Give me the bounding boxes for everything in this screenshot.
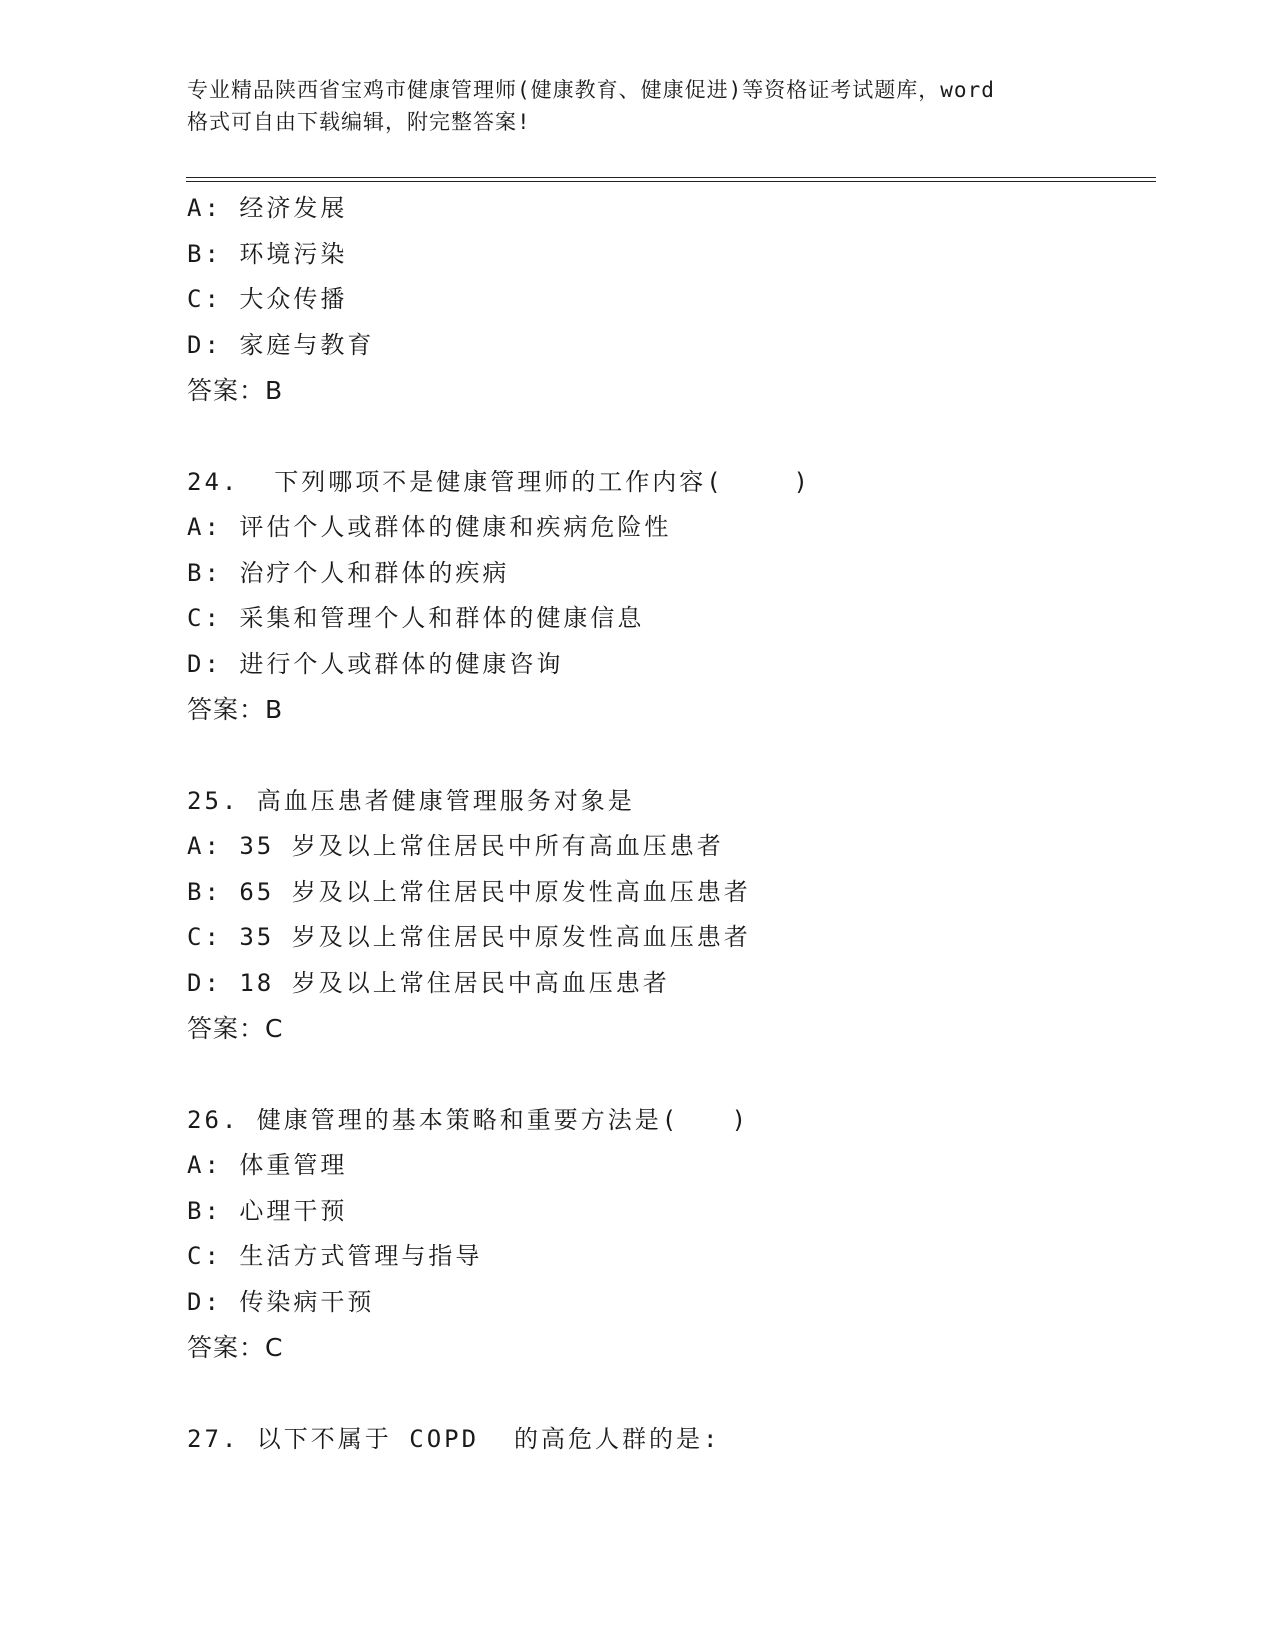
- option-a: A: 体重管理: [187, 1151, 348, 1179]
- question-text: 27. 以下不属于 COPD 的高危人群的是:: [187, 1424, 721, 1453]
- header-line-2: 格式可自由下载编辑，附完整答案!: [187, 110, 531, 134]
- option-c: C: 35 岁及以上常住居民中原发性高血压患者: [187, 923, 751, 951]
- document-header: [187, 74, 1087, 138]
- option-d: D: 18 岁及以上常住居民中高血压患者: [187, 968, 670, 997]
- spacer: [187, 733, 1147, 779]
- question-text: 25. 高血压患者健康管理服务对象是: [187, 786, 635, 815]
- spacer: [187, 1052, 1147, 1098]
- option-b: B: 环境污染: [187, 239, 348, 268]
- option-b: B: 心理干预: [187, 1196, 348, 1225]
- option-c: C: 采集和管理个人和群体的健康信息: [187, 604, 645, 632]
- question-text: 26. 健康管理的基本策略和重要方法是( ): [187, 1105, 750, 1134]
- answer-line: 答案：B: [187, 376, 284, 405]
- question-block-26: [187, 1098, 1147, 1371]
- option-a: A: 经济发展: [187, 194, 348, 222]
- option-d: D: 进行个人或群体的健康咨询: [187, 649, 564, 678]
- option-b: B: 65 岁及以上常住居民中原发性高血压患者: [187, 877, 751, 906]
- spacer: [187, 1371, 1147, 1417]
- option-d: D: 家庭与教育: [187, 330, 375, 359]
- option-d: D: 传染病干预: [187, 1287, 375, 1316]
- question-text: 24. 下列哪项不是健康管理师的工作内容( ): [187, 467, 811, 496]
- question-list: [187, 186, 1147, 1462]
- spacer: [187, 414, 1147, 460]
- option-a: A: 评估个人或群体的健康和疾病危险性: [187, 513, 672, 541]
- option-c: C: 大众传播: [187, 285, 348, 313]
- question-block-27: [187, 1417, 1147, 1463]
- question-block-25: [187, 779, 1147, 1052]
- answer-line: 答案：C: [187, 1333, 284, 1362]
- question-block-24: [187, 460, 1147, 733]
- question-block-23: [187, 186, 1147, 414]
- header-divider: [186, 177, 1156, 182]
- header-line-1: 专业精品陕西省宝鸡市健康管理师(健康教育、健康促进)等资格证考试题库，word: [187, 78, 995, 102]
- answer-line: 答案：B: [187, 695, 284, 724]
- answer-line: 答案：C: [187, 1014, 284, 1043]
- option-b: B: 治疗个人和群体的疾病: [187, 558, 510, 587]
- option-c: C: 生活方式管理与指导: [187, 1242, 483, 1270]
- option-a: A: 35 岁及以上常住居民中所有高血压患者: [187, 832, 724, 860]
